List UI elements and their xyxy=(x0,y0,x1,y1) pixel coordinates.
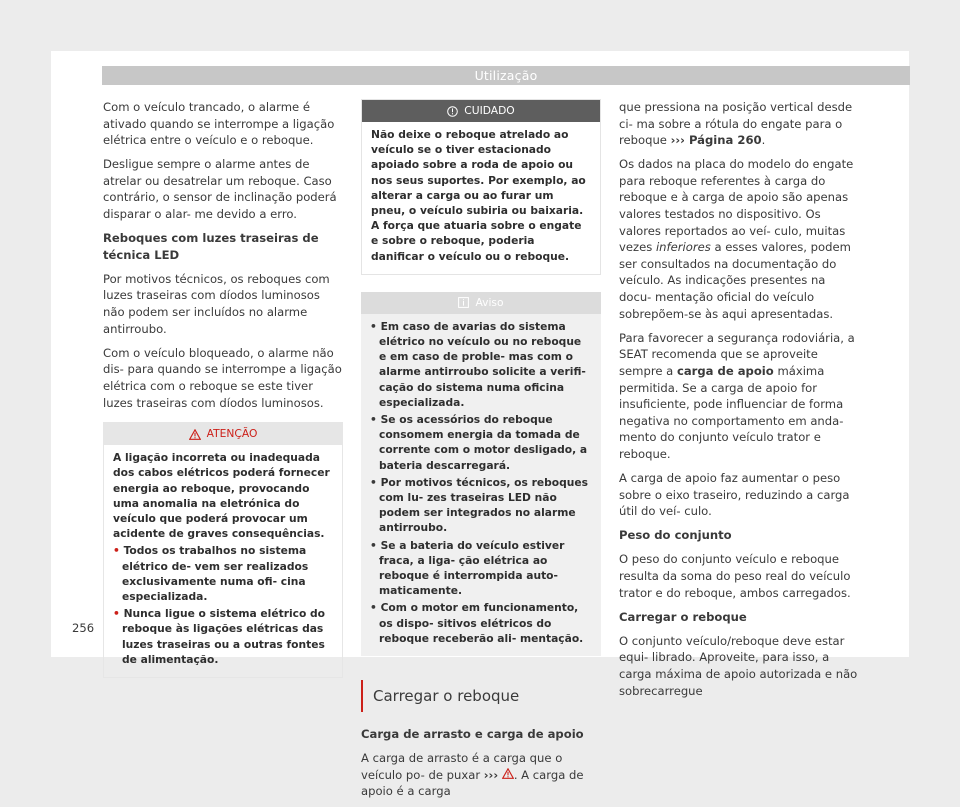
bullet-icon: • xyxy=(370,538,381,552)
warning-bullet: • Todos os trabalhos no sistema elétrico de- vem ser realizados exclusivamente numa ofi- cina especializada. xyxy=(113,544,309,603)
paragraph: A carga de arrasto é a carga que o veículo po- de puxar ››› . A carga de apoio é a carga xyxy=(361,751,584,799)
warning-title-bar xyxy=(104,423,342,445)
cross-reference-link[interactable]: ››› xyxy=(483,767,499,782)
paragraph: Os dados na placa do modelo do engate para reboque referentes à carga do reboque e à carga de apoio são apenas valores testados no dispositivo. Os valores reportados ao veí- culo, muitas vezes inferiores a esses valores, podem ser consultados na documentação do veículo. As indicações presentes na docu- mentação oficial do veículo sobrepõem-se às aqui apresentadas. xyxy=(619,157,854,321)
paragraph: Para favorecer a segurança rodoviária, a SEAT recomenda que se aproveite sempre a carga de apoio máxima permitida. Se a carga de apoio for insuficiente, pode influenciar de forma negativa no comportamento em anda- mento do conjunto veículo trator e reboque. xyxy=(619,330,855,461)
notice-bullet: • Por motivos técnicos, os reboques com lu- zes traseiras LED não podem ser integrados no alarme antirroubo. xyxy=(370,475,588,535)
manual-page xyxy=(51,51,909,799)
notice-bullet: • Se a bateria do veículo estiver fraca, a liga- ção elétrica ao reboque é interrompida auto- maticamente. xyxy=(370,538,565,598)
column-middle xyxy=(361,99,601,807)
warning-triangle-icon xyxy=(189,429,201,440)
warning-bullet: • Nunca ligue o sistema elétrico do reboque às ligações elétricas das luzes traseiras ou a outras fontes de alimentação. xyxy=(113,607,326,666)
paragraph: A carga de apoio faz aumentar o peso sobre o eixo traseiro, reduzindo a carga útil do veí- culo. xyxy=(619,470,850,519)
caution-title-bar xyxy=(362,100,600,122)
warning-box xyxy=(103,422,343,678)
page-header: Utilização xyxy=(102,66,910,85)
section-title: Carregar o reboque xyxy=(361,680,601,712)
caution-title: CUIDADO xyxy=(464,104,515,117)
page-reference-link[interactable]: ››› Página 260 xyxy=(670,133,762,148)
page-number: 256 xyxy=(72,621,95,635)
notice-bullet: • Com o motor em funcionamento, os dispo- sitivos elétricos do reboque receberão ali- mentação. xyxy=(370,601,584,645)
caution-text: Não deixe o reboque atrelado ao veículo se o tiver estacionado apoiado sobre a roda de apoio ou nos seus suportes. Por exemplo, ao alterar a carga ou ao furar um pneu, o veículo subiria ou baixaria. A força que atuaria sobre o engate e sobre o reboque, poderia danificar o veículo ou o reboque. xyxy=(371,128,586,263)
subheading: Carregar o reboque xyxy=(619,609,747,624)
notice-title-bar xyxy=(361,292,601,314)
notice-bullet: • Se os acessórios do reboque consomem energia da tomada de corrente com o motor desligado, a bateria descarregará. xyxy=(370,413,588,472)
warning-title: ATENÇÃO xyxy=(206,427,258,441)
bullet-icon: • xyxy=(370,413,381,427)
bullet-icon: • xyxy=(113,544,124,558)
paragraph: Com o veículo trancado, o alarme é ativado quando se interrompe a ligação elétrica entre o veículo e o reboque. xyxy=(103,100,335,148)
subheading: Peso do conjunto xyxy=(619,528,732,543)
info-circle-icon xyxy=(447,106,458,117)
bullet-icon: • xyxy=(370,601,381,615)
paragraph: O peso do conjunto veículo e reboque resulta da soma do peso real do veículo trator e do reboque, ambos carregados. xyxy=(619,552,851,600)
column-left xyxy=(103,99,343,678)
paragraph: que pressiona na posição vertical desde ci- ma sobre a rótula do engate para o reboque ››› Página 260. xyxy=(619,100,853,148)
notice-box xyxy=(361,292,601,656)
info-square-icon xyxy=(458,297,469,308)
bullet-icon: • xyxy=(370,319,381,333)
bullet-icon: • xyxy=(370,475,381,489)
subheading: Reboques com luzes traseiras de técnica LED xyxy=(103,231,319,262)
caution-box xyxy=(361,99,601,275)
paragraph: Por motivos técnicos, os reboques com luzes traseiras com díodos luminosos não podem ser incluídos no alarme antirroubo. xyxy=(103,271,330,336)
paragraph: Desligue sempre o alarme antes de atrelar ou desatrelar um reboque. Caso contrário, o sensor de inclinação poderá disparar o alar- me devido a erro. xyxy=(103,157,337,222)
warning-intro: A ligação incorreta ou inadequada dos cabos elétricos poderá fornecer energia ao reboque, provocando uma anomalia na eletrónica do veículo que poderá provocar um acidente de graves consequências. xyxy=(113,451,330,541)
paragraph: O conjunto veículo/reboque deve estar equi- librado. Aproveite, para isso, a carga máxima de apoio autorizada e não sobrecarregue xyxy=(619,633,858,698)
bullet-icon: • xyxy=(113,607,124,621)
notice-bullet: • Em caso de avarias do sistema elétrico no veículo ou no reboque e em caso de proble- mas com o alarme antirroubo solicite a verifi- cação do sistema numa oficina especializada. xyxy=(370,319,586,409)
column-right xyxy=(619,99,859,707)
paragraph: Com o veículo bloqueado, o alarme não dis- para quando se interrompe a ligação elétrica com o reboque se este tiver luzes traseiras com díodos luminosos. xyxy=(103,345,342,410)
warning-triangle-icon xyxy=(502,768,514,779)
caution-body xyxy=(362,122,600,274)
notice-body xyxy=(361,314,601,656)
subheading: Carga de arrasto e carga de apoio xyxy=(361,727,584,742)
notice-title: Aviso xyxy=(475,295,504,309)
warning-body xyxy=(104,445,342,677)
